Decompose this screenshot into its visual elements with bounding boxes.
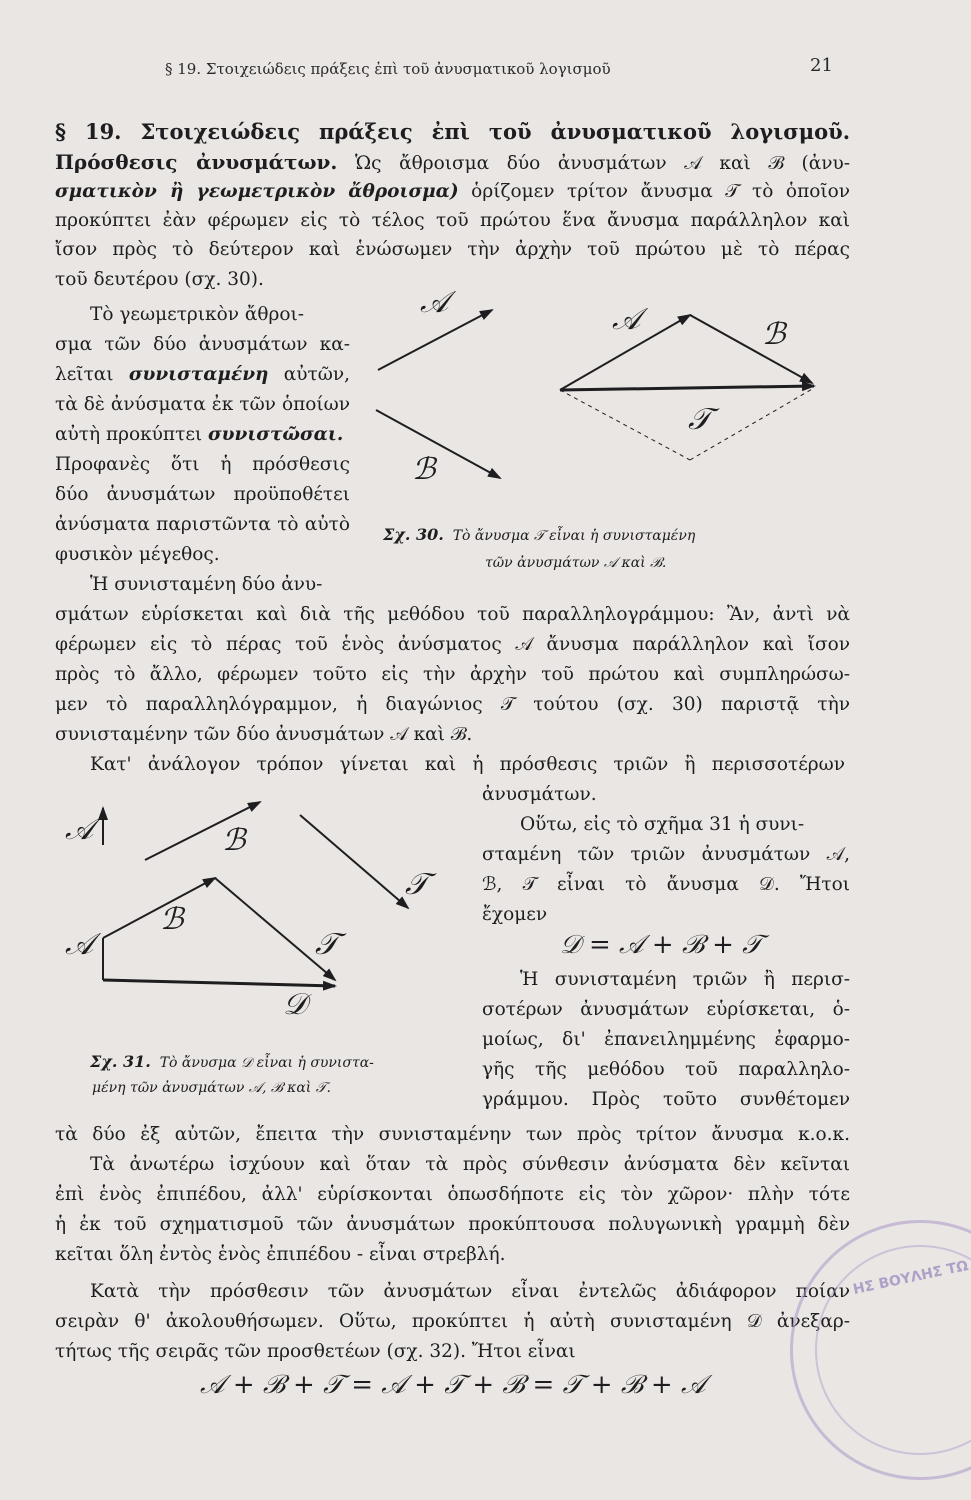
text-line: ℬ, 𝒯 εἶναι τὸ ἄνυσμα 𝒟. Ἤτοι [482, 874, 850, 895]
figure-31-caption-line2: μένη τῶν ἀνυσμάτων 𝒜, ℬ καὶ 𝒯. [92, 1080, 331, 1096]
text-line: ἐπὶ ἑνὸς ἐπιπέδου, ἀλλ' εὑρίσκονται ὁπωσδήποτε εἰς τὸν χῶρον· πλὴν τότε [55, 1184, 850, 1205]
stamp-text: ΗΣ ΒΟΥΛΗΣ ΤΩ [851, 1257, 970, 1299]
text-line: ἀνύσματα παριστῶντα τὸ αὐτὸ [55, 514, 350, 535]
text-line: τήτως τῆς σειρᾶς τῶν προσθετέων (σχ. 32). Ἤτοι εἶναι [55, 1341, 576, 1362]
emphasis: συνιστῶσαι. [208, 424, 344, 445]
label-a: 𝒜 [65, 927, 94, 962]
text-line: ἡ ἐκ τοῦ σχηματισμοῦ τῶν ἀνυσμάτων προκύπτουσα πολυγωνικὴ γραμμὴ δὲν [55, 1214, 850, 1235]
text-line: μοίως, δι' ἐπανειλημμένης ἐφαρμο- [482, 1029, 850, 1050]
figure-31-caption [90, 1052, 374, 1071]
figure-31 [60, 790, 440, 1030]
running-header: § 19. Στοιχειώδεις πράξεις ἐπὶ τοῦ ἀνυσματικοῦ λογισμοῦ [165, 60, 611, 78]
label-b: ℬ [762, 317, 786, 352]
text-line: Ἡ συνισταμένη τριῶν ἢ περισ- [520, 969, 850, 990]
figure-30-caption-line2: τῶν ἀνυσμάτων 𝒜 καὶ ℬ. [485, 555, 667, 571]
text-line [55, 361, 350, 389]
text-line: δύο ἀνυσμάτων προϋποθέτει [55, 484, 350, 505]
text-run: λεῖται [55, 364, 129, 385]
emphasis: σματικὸν ἢ γεωμετρικὸν ἄθροισμα) [55, 181, 459, 202]
label-t: 𝒯 [315, 927, 338, 962]
text-line: σταμένη τῶν τριῶν ἀνυσμάτων 𝒜, [482, 844, 850, 865]
text-line [55, 178, 850, 206]
caption-text: Τὸ ἄνυσμα 𝒟 εἶναι ἡ συνιστα- [159, 1055, 374, 1071]
formula-d: 𝒟 = 𝒜 + ℬ + 𝒯 [560, 930, 763, 960]
text-line: προκύπτει ἐὰν φέρωμεν εἰς τὸ τέλος τοῦ πρώτου ἕνα ἄνυσμα παράλληλον καὶ [55, 210, 850, 231]
subsection-title: Πρόσθεσις ἀνυσμάτων. [55, 150, 338, 174]
formula-commutative: 𝒜 + ℬ + 𝒯 = 𝒜 + 𝒯 + ℬ = 𝒯 + ℬ + 𝒜 [200, 1370, 706, 1400]
vector-t-resultant [560, 386, 814, 390]
text-line: σειρὰν θ' ἀκολουθήσωμεν. Οὕτω, προκύπτει ἡ αὐτὴ συνισταμένη 𝒟 ἀνεξαρ- [55, 1311, 850, 1332]
text-line: γράμμου. Πρὸς τοῦτο συνθέτομεν [482, 1089, 850, 1110]
text-line: συνισταμένην τῶν δύο ἀνυσμάτων 𝒜 καὶ ℬ. [55, 724, 473, 745]
text-line: ἀνυσμάτων. [482, 784, 597, 805]
text-line [55, 148, 850, 178]
text-line: τοῦ δευτέρου (σχ. 30). [55, 269, 264, 290]
text-line: κεῖται ὅλη ἐντὸς ἑνὸς ἐπιπέδου - εἶναι στρεβλή. [55, 1244, 506, 1265]
vector-b-low [103, 878, 215, 938]
text-line [55, 421, 350, 449]
text-line: πρὸς τὸ ἄλλο, φέρωμεν τοῦτο εἰς τὴν ἀρχὴν τοῦ πρώτου καὶ συμπληρώσω- [55, 664, 850, 685]
text-line: τὰ δύο ἐξ αὐτῶν, ἔπειτα τὴν συνισταμένην των πρὸς τρίτον ἄνυσμα κ.ο.κ. [55, 1124, 850, 1145]
label-t: 𝒯 [688, 402, 711, 437]
text-line: Τὰ ἀνωτέρω ἰσχύουν καὶ ὅταν τὰ πρὸς σύνθεσιν ἀνύσματα δὲν κεῖνται [90, 1154, 850, 1175]
text-line: Προφανὲς ὅτι ἡ πρόσθεσις [55, 454, 350, 475]
page-number: 21 [810, 55, 833, 76]
label-a: 𝒜 [420, 285, 449, 320]
dashed-side [560, 390, 690, 460]
figure-30-caption [383, 525, 695, 544]
figure-30 [360, 285, 830, 530]
text-line: σμάτων εὑρίσκεται καὶ διὰ τῆς μεθόδου τοῦ παραλληλογράμμου: Ἂν, ἀντὶ νὰ [55, 604, 850, 625]
text-line: φέρωμεν εἰς τὸ πέρας τοῦ ἑνὸς ἀνύσματος 𝒜 ἄνυσμα παράλληλον καὶ ἴσον [55, 634, 850, 655]
text-line: Ἡ συνισταμένη δύο ἀνυ- [90, 574, 323, 595]
text-run: Ὡς ἄθροισμα δύο ἀνυσμάτων 𝒜 καὶ ℬ (ἀνυ- [337, 153, 850, 174]
emphasis: συνισταμένη [128, 364, 269, 385]
text-line: Κατὰ τὴν πρόσθεσιν τῶν ἀνυσμάτων εἶναι ἐντελῶς ἀδιάφορον ποίαν [90, 1281, 850, 1302]
vector-b-left [376, 410, 500, 478]
text-line: ἔχομεν [482, 904, 548, 925]
text-line: φυσικὸν μέγεθος. [55, 544, 220, 565]
vector-b-right [690, 315, 812, 383]
text-run: αὐτῶν, [268, 364, 350, 385]
text-line: Κατ' ἀνάλογον τρόπον γίνεται καὶ ἡ πρόσθεσις τριῶν ἢ περισσοτέρων [90, 754, 845, 775]
text-line: ἴσον πρὸς τὸ δεύτερον καὶ ἑνώσωμεν τὴν ἀρχὴν τοῦ πρώτου μὲ τὸ πέρας [55, 239, 850, 260]
text-line: σμα τῶν δύο ἀνυσμάτων κα- [55, 334, 350, 355]
text-line: σοτέρων ἀνυσμάτων εὑρίσκεται, ὁ- [482, 999, 850, 1020]
text-run: ὁρίζομεν τρίτον ἄνυσμα 𝒯 τὸ ὁποῖον [458, 181, 850, 202]
label-t: 𝒯 [405, 867, 428, 902]
text-line: Τὸ γεωμετρικὸν ἄθροι- [90, 304, 305, 325]
text-line: γῆς τῆς μεθόδου τοῦ παραλληλο- [482, 1059, 850, 1080]
vector-t-top [300, 815, 408, 908]
label-b: ℬ [222, 823, 246, 858]
label-b: ℬ [160, 902, 184, 937]
label-b: ℬ [412, 452, 436, 487]
text-run: αὐτὴ προκύπτει [55, 424, 209, 445]
label-d: 𝒟 [283, 987, 307, 1022]
text-line: Οὕτω, εἰς τὸ σχῆμα 31 ἡ συνι- [520, 814, 805, 835]
label-a: 𝒜 [65, 812, 94, 847]
text-line: τὰ δὲ ἀνύσματα ἐκ τῶν ὁποίων [55, 394, 350, 415]
caption-text: Τὸ ἄνυσμα 𝒯 εἶναι ἡ συνισταμένη [452, 528, 696, 544]
section-title: § 19. Στοιχειώδεις πράξεις ἐπὶ τοῦ ἀνυσματικοῦ λογισμοῦ. [55, 119, 850, 144]
vector-d-resultant [103, 980, 335, 986]
label-a: 𝒜 [612, 302, 641, 337]
caption-label: Σχ. 30. [383, 525, 444, 544]
caption-label: Σχ. 31. [90, 1052, 151, 1071]
text-line: μεν τὸ παραλληλόγραμμον, ἡ διαγώνιος 𝒯 τούτου (σχ. 30) παριστᾷ τὴν [55, 694, 850, 715]
